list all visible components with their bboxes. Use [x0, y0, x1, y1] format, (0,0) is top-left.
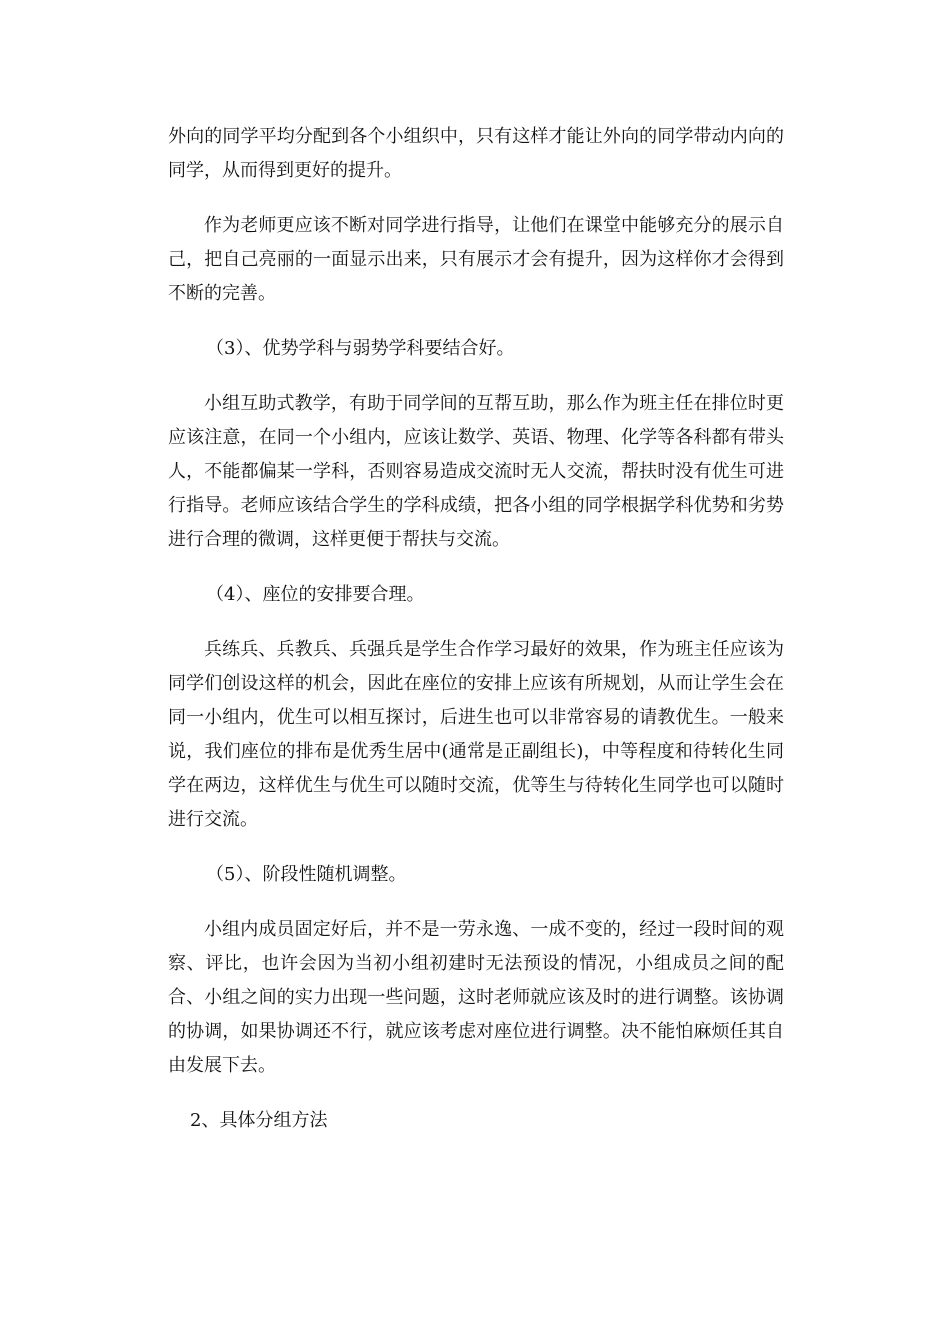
- paragraph-subject-balance: 小组互助式教学，有助于同学间的互帮互助，那么作为班主任在排位时更应该注意，在同一个小组内，应该让数学、英语、物理、化学等各科都有带头人，不能都偏某一学科，否则容易造成交流时无人交流，帮扶时没有优生可进行指导。老师应该结合学生的学科成绩，把各小组的同学根据学科优势和劣势进行合理的微调，这样更便于帮扶与交流。: [168, 393, 784, 550]
- paragraph-teacher-guidance: 作为老师更应该不断对同学进行指导，让他们在课堂中能够充分的展示自己，把自己亮丽的一面显示出来，只有展示才会有提升，因为这样你才会得到不断的完善。: [168, 215, 784, 304]
- paragraph-seating: 兵练兵、兵教兵、兵强兵是学生合作学习最好的效果，作为班主任应该为同学们创设这样的机会，因此在座位的安排上应该有所规划，从而让学生会在同一小组内，优生可以相互探讨，后进生也可以非常容易的请教优生。一般来说，我们座位的排布是优秀生居中(通常是正副组长)，中等程度和待转化生同学在两边，这样优生与优生可以随时交流，优等生与待转化生同学也可以随时进行交流。: [168, 639, 784, 830]
- paragraph-adjustment: 小组内成员固定好后，并不是一劳永逸、一成不变的，经过一段时间的观察、评比，也许会因为当初小组初建时无法预设的情况，小组成员之间的配合、小组之间的实力出现一些问题，这时老师就应该及时的进行调整。该协调的协调，如果协调还不行，就应该考虑对座位进行调整。决不能怕麻烦任其自由发展下去。: [168, 919, 784, 1076]
- subheading-3: （3）、优势学科与弱势学科要结合好。: [206, 338, 515, 359]
- document-body: [168, 120, 784, 1159]
- paragraph-continued: 外向的同学平均分配到各个小组织中，只有这样才能让外向的同学带动内向的同学，从而得到更好的提升。: [168, 126, 784, 181]
- subheading-4: （4）、座位的安排要合理。: [206, 584, 425, 605]
- subheading-5: （5）、阶段性随机调整。: [206, 864, 407, 885]
- section-heading-grouping-method: 2、具体分组方法: [190, 1110, 328, 1131]
